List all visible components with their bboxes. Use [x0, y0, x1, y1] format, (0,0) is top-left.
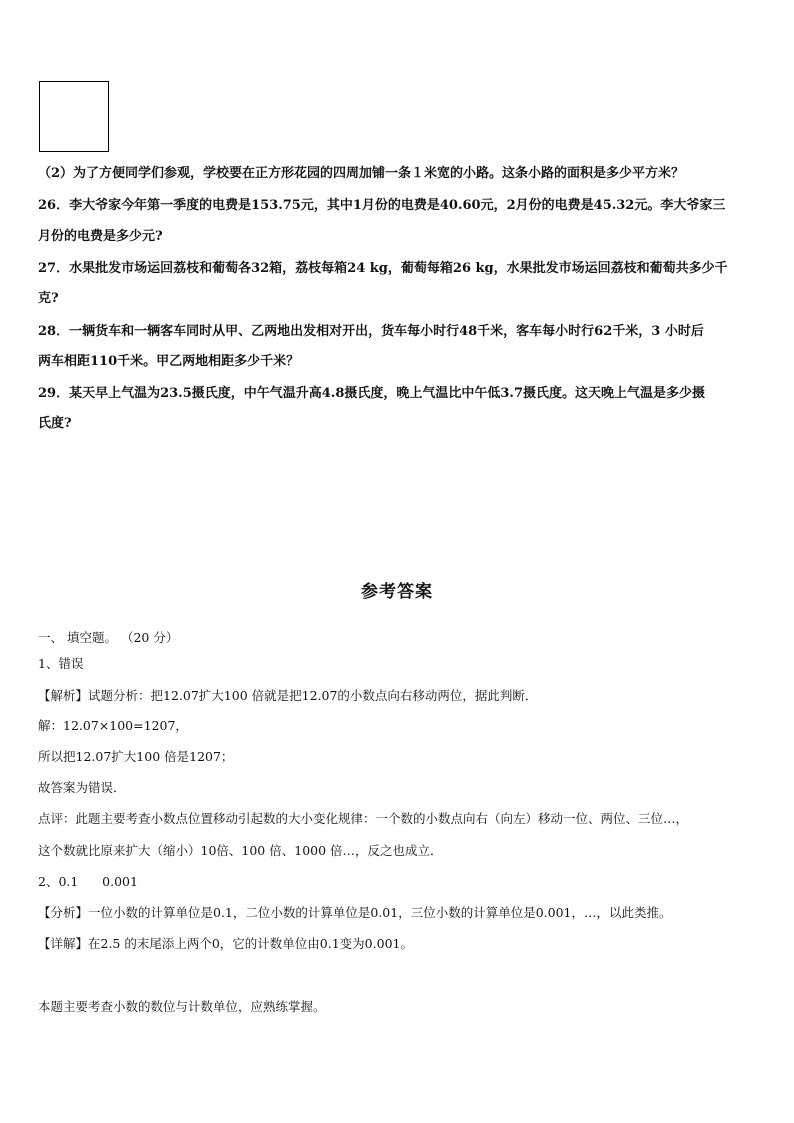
- answer-2-analysis: 【分析】一位小数的计算单位是0.1，二位小数的计算单位是0.01，三位小数的计算单位是0.001，…，以此类推。: [38, 905, 672, 920]
- answer-1-therefore: 所以把12.07扩大100 倍是1207；: [38, 749, 234, 764]
- question-27-line-1: 27．水果批发市场运回荔枝和葡萄各32箱，荔枝每箱24 kg，葡萄每箱26 kg，水果批发市场运回荔枝和葡萄共多少千: [38, 261, 728, 276]
- section-1-heading: 一、 填空题。 （20 分）: [38, 630, 179, 645]
- question-28-line-2: 两车相距110千米。甲乙两地相距多少千米？: [38, 354, 300, 369]
- square-garden-figure: [39, 81, 109, 152]
- answer-1-conclusion: 故答案为错误．: [38, 780, 126, 795]
- answer-1-analysis: 【解析】试题分析：把12.07扩大100 倍就是把12.07的小数点向右移动两位，据此判断．: [38, 688, 538, 703]
- question-26-line-1: 26．李大爷家今年第一季度的电费是153.75元，其中1月份的电费是40.60元，2月份的电费是45.32元。李大爷家三: [38, 198, 726, 213]
- question-26-line-2: 月份的电费是多少元?: [38, 229, 163, 244]
- answer-1-solution: 解：12.07×100=1207，: [38, 718, 188, 733]
- question-25-part-2: （2）为了方便同学们参观，学校要在正方形花园的四周加铺一条１米宽的小路。这条小路的面积是多少平方米？: [38, 166, 685, 181]
- question-29-line-2: 氏度?: [38, 416, 72, 431]
- answer-1-comment-line-1: 点评：此题主要考查小数点位置移动引起数的大小变化规律：一个数的小数点向右（向左）移动一位、两位、三位…，: [38, 811, 689, 826]
- question-27-line-2: 克?: [38, 291, 59, 306]
- answer-2-summary: 本题主要考查小数的数位与计数单位，应熟练掌握。: [38, 999, 326, 1014]
- answer-2-label: 2、0.1 0.001: [38, 874, 138, 889]
- question-29-line-1: 29．某天早上气温为23.5摄氏度，中午气温升高4.8摄氏度，晚上气温比中午低3.7摄氏度。这天晚上气温是多少摄: [38, 386, 705, 401]
- answer-1-label: 1、错误: [38, 656, 84, 671]
- answer-1-comment-line-2: 这个数就比原来扩大（缩小）10倍、100 倍、1000 倍…，反之也成立．: [38, 843, 443, 858]
- answer-2-detail: 【详解】在2.5 的末尾添上两个0，它的计数单位由0.1变为0.001。: [38, 936, 413, 951]
- question-28-line-1: 28．一辆货车和一辆客车同时从甲、乙两地出发相对开出，货车每小时行48千米，客车每小时行62千米，3 小时后: [38, 324, 704, 339]
- answer-key-title: 参考答案: [361, 582, 433, 602]
